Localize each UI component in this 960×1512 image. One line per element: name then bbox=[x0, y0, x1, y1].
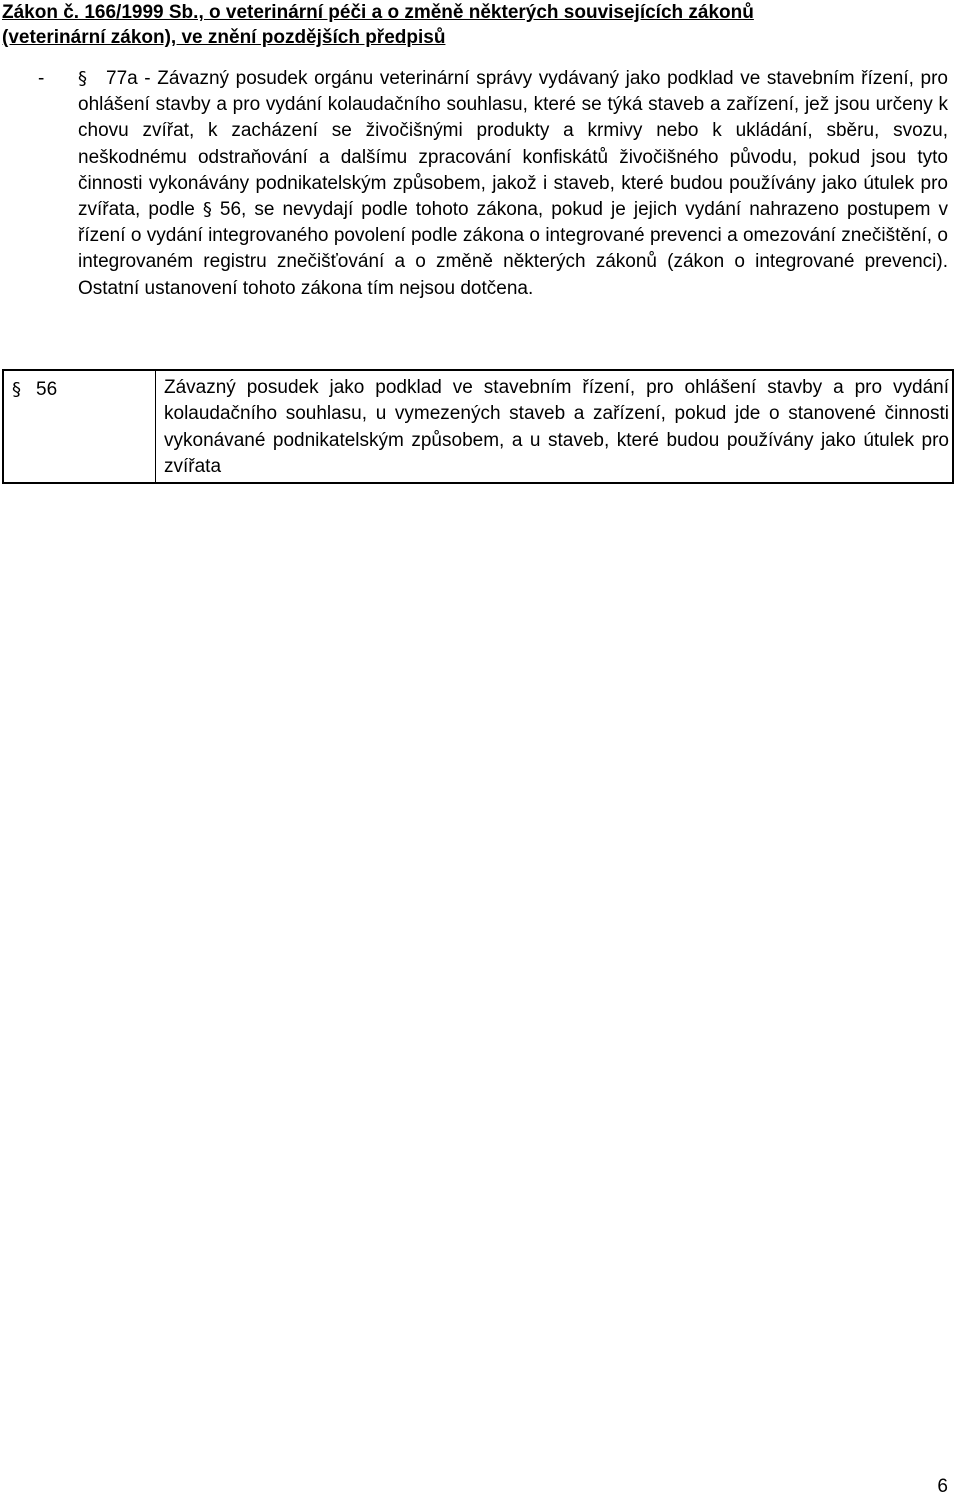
list-dash: - bbox=[38, 68, 45, 89]
paragraph-77a-text: 77a - Závazný posudek orgánu veterinární správy vydávaný jako podklad ve stavebním řízení, pro ohlášení stavby a pro vydání kolaudačního souhlasu, které se týká staveb a zařízení, jež jsou určeny k chovu zvířat, k zacházení se živočišnými produkty a krmivy nebo k ukládání, sběru, svozu, neškodnému odstraňování a dalšímu zpracování konfiskátů živočišného původu, pokud jsou tyto činnosti vykonávány podnikatelským způsobem, jakož i staveb, které budou používány jako útulek pro zvířata, podle bbox=[78, 68, 948, 221]
header-line-1: Zákon č. 166/1999 Sb., o veterinární péči a o změně některých souvisejících zákonů bbox=[2, 2, 754, 23]
section-56-label bbox=[4, 371, 156, 482]
section-56-box bbox=[2, 369, 954, 484]
paragraph-77a bbox=[78, 66, 948, 302]
inline-section-symbol: § bbox=[202, 199, 212, 221]
box-section-number: 56 bbox=[36, 379, 58, 400]
header-line-2: (veterinární zákon), ve znění pozdějších předpisů bbox=[2, 27, 446, 48]
document-header bbox=[2, 0, 958, 50]
section-symbol: § bbox=[78, 68, 87, 89]
page-number: 6 bbox=[937, 1476, 948, 1497]
paragraph-77a-text-after: 56, se nevydají podle tohoto zákona, pokud je jejich vydání nahrazeno postupem v řízení o vydání integrovaného povolení podle zákona o integrované prevenci a omezování znečištění, o integrovaném registru znečišťování a o změně některých zákonů (zákon o integrované prevenci). Ostatní ustanovení tohoto zákona tím nejsou dotčena. bbox=[78, 199, 949, 299]
section-56-text: Závazný posudek jako podklad ve stavebním řízení, pro ohlášení stavby a pro vydání kolaudačního souhlasu, u vymezených staveb a zařízení, pokud jde o stanovené činnosti vykonávané podnikatelským způsobem, a u staveb, které budou používány jako útulek pro zvířata bbox=[164, 377, 949, 477]
box-section-symbol: § bbox=[12, 379, 21, 400]
